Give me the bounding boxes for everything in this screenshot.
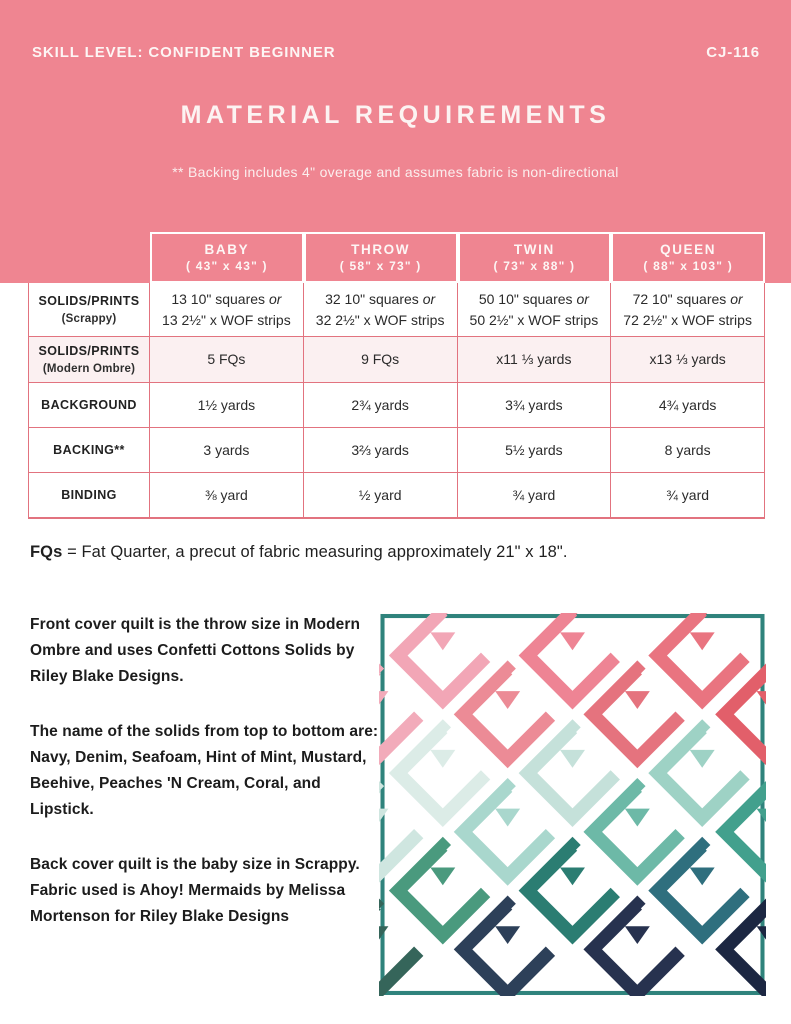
fq-definition-text: = Fat Quarter, a precut of fabric measuring approximately 21" x 18". (62, 543, 568, 561)
row-label-text: BINDING (61, 487, 117, 502)
column-size: ( 88" x 103" ) (643, 258, 733, 273)
column-name: THROW (351, 241, 411, 257)
fq-definition-note (30, 543, 568, 562)
row-sublabel-text: (Modern Ombre) (42, 362, 136, 375)
row-label-text: BACKING** (53, 442, 125, 457)
materials-table (28, 232, 765, 519)
column-name: TWIN (513, 241, 555, 257)
row-label-binding (28, 473, 150, 519)
table-cell: ¾ yard (611, 473, 765, 519)
page-title: MATERIAL REQUIREMENTS (180, 101, 611, 129)
table-cell: ½ yard (304, 473, 458, 519)
skill-level-label: SKILL LEVEL: CONFIDENT BEGINNER (32, 44, 336, 61)
paragraph-solid-names: The name of the solids from top to bottom are: Navy, Denim, Seafoam, Hint of Mint, Mustard, Beehive, Peaches 'N Cream, Coral, and Lipstick. (30, 723, 379, 818)
quilt-photo-svg (379, 613, 766, 996)
table-cell: 2¾ yards (304, 383, 458, 428)
table-cell: 32 10" squares or 32 2½" x WOF strips (304, 283, 458, 337)
table-cell: 5 FQs (150, 337, 304, 383)
banner-top-row (32, 44, 760, 61)
table-cell: 3⅔ yards (304, 428, 458, 473)
pattern-code: CJ-116 (706, 44, 760, 61)
column-size: ( 43" x 43" ) (186, 258, 268, 273)
table-cell: ⅜ yard (150, 473, 304, 519)
row-label-backing (28, 428, 150, 473)
row-sublabel-text: (Scrappy) (61, 312, 117, 325)
column-size: ( 58" x 73" ) (339, 258, 422, 273)
table-cell: ¾ yard (458, 473, 612, 519)
row-label-text: BACKGROUND (41, 397, 137, 412)
backing-note: ** Backing includes 4" overage and assumes fabric is non-directional (172, 164, 619, 180)
table-cell: 13 10" squares or 13 2½" x WOF strips (150, 283, 304, 337)
table-cell: 3 yards (150, 428, 304, 473)
header-spacer-cell (28, 232, 150, 283)
fq-term: FQs (30, 543, 63, 561)
row-label-text: SOLIDS/PRINTS (38, 343, 140, 358)
description-copy (30, 612, 382, 959)
table-cell: 1½ yards (150, 383, 304, 428)
quilt-photo (379, 613, 766, 996)
column-header-queen (611, 232, 765, 283)
table-cell: 8 yards (611, 428, 765, 473)
column-header-twin (458, 232, 612, 283)
row-label-solids-scrappy (28, 283, 150, 337)
table-cell: 5½ yards (458, 428, 612, 473)
table-cell: 50 10" squares or 50 2½" x WOF strips (458, 283, 612, 337)
column-header-throw (304, 232, 458, 283)
table-cell: 9 FQs (304, 337, 458, 383)
column-name: QUEEN (660, 241, 717, 257)
row-label-solids-ombre (28, 337, 150, 383)
column-size: ( 73" x 88" ) (493, 258, 576, 273)
table-cell: 72 10" squares or 72 2½" x WOF strips (611, 283, 765, 337)
table-cell: x11 ⅓ yards (458, 337, 612, 383)
paragraph-back-cover: Back cover quilt is the baby size in Scrappy. Fabric used is Ahoy! Mermaids by Melissa Mortenson for Riley Blake Designs (30, 856, 360, 925)
paragraph-front-cover: Front cover quilt is the throw size in Modern Ombre and uses Confetti Cottons Solids by Riley Blake Designs. (30, 616, 361, 685)
table-cell: x13 ⅓ yards (611, 337, 765, 383)
row-label-text: SOLIDS/PRINTS (38, 293, 140, 308)
table-cell: 4¾ yards (611, 383, 765, 428)
table-cell: 3¾ yards (458, 383, 612, 428)
row-label-background (28, 383, 150, 428)
column-header-baby (150, 232, 304, 283)
column-name: BABY (204, 241, 250, 257)
